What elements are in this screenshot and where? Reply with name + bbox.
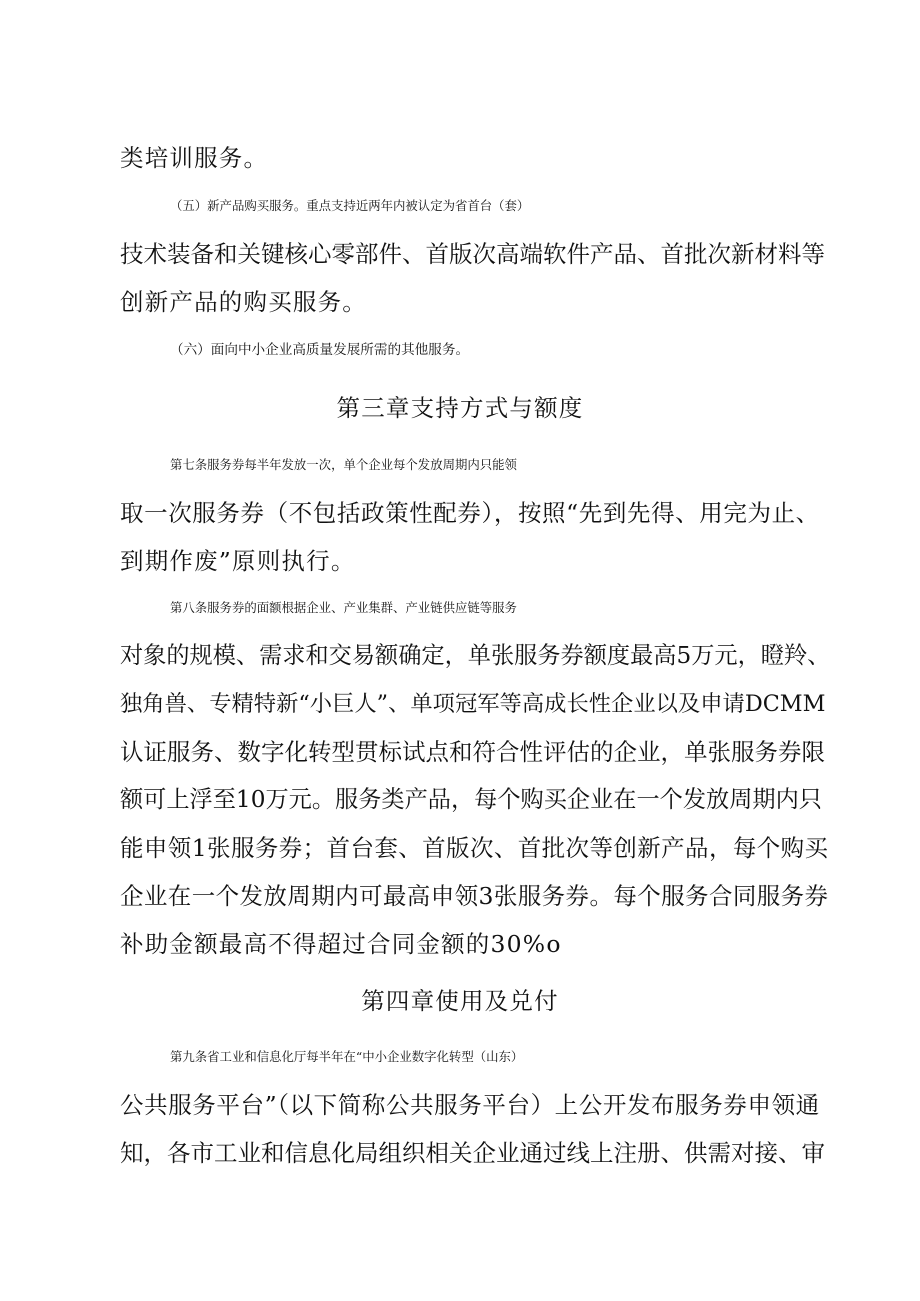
text-line: （五）新产品购买服务。重点支持近两年内被认定为省首台（套） xyxy=(170,198,530,213)
text-line: 能申领1张服务券；首台套、首版次、首批次等创新产品，每个购买 xyxy=(120,834,829,862)
text-line: 类培训服务。 xyxy=(120,144,269,172)
text-line: 第七条服务券每半年发放一次，单个企业每个发放周期内只能领 xyxy=(170,457,517,472)
chapter-heading: 第四章使用及兑付 xyxy=(361,987,559,1015)
text-line: 知，各市工业和信息化局组织相关企业通过线上注册、供需对接、审 xyxy=(120,1139,825,1167)
text-line: 对象的规模、需求和交易额确定，单张服务券额度最高5万元，瞪羚、 xyxy=(120,642,831,669)
text-line: 技术装备和关键核心零部件、首版次高端软件产品、首批次新材料等 xyxy=(120,240,825,268)
text-line: 独角兽、专精特新“小巨人”、单项冠军等高成长性企业以及申请DCMM xyxy=(120,691,826,717)
text-line: 第九条省工业和信息化厅每半年在“中小企业数字化转型（山东） xyxy=(170,1049,524,1064)
text-line: 创新产品的购买服务。 xyxy=(120,288,367,316)
text-line: 取一次服务券（不包括政策性配券），按照“先到先得、用完为止、 xyxy=(120,499,820,527)
text-line: 额可上浮至10万元。服务类产品，每个购买企业在一个发放周期内只 xyxy=(120,786,822,813)
text-line: 到期作废”原则执行。 xyxy=(120,547,356,575)
chapter-heading: 第三章支持方式与额度 xyxy=(336,394,584,422)
text-line: 企业在一个发放周期内可最高申领3张服务券。每个服务合同服务券 xyxy=(120,882,829,910)
text-line: 补助金额最高不得超过合同金额的30%o xyxy=(120,930,562,958)
text-line: （六）面向中小企业高质量发展所需的其他服务。 xyxy=(170,342,470,358)
text-line: 认证服务、数字化转型贯标试点和符合性评估的企业，单张服务券限 xyxy=(120,738,825,766)
text-line: 第八条服务券的面额根据企业、产业集群、产业链供应链等服务 xyxy=(170,600,517,615)
text-line: 公共服务平台”（以下简称公共服务平台）上公开发布服务券申领通 xyxy=(120,1091,820,1119)
